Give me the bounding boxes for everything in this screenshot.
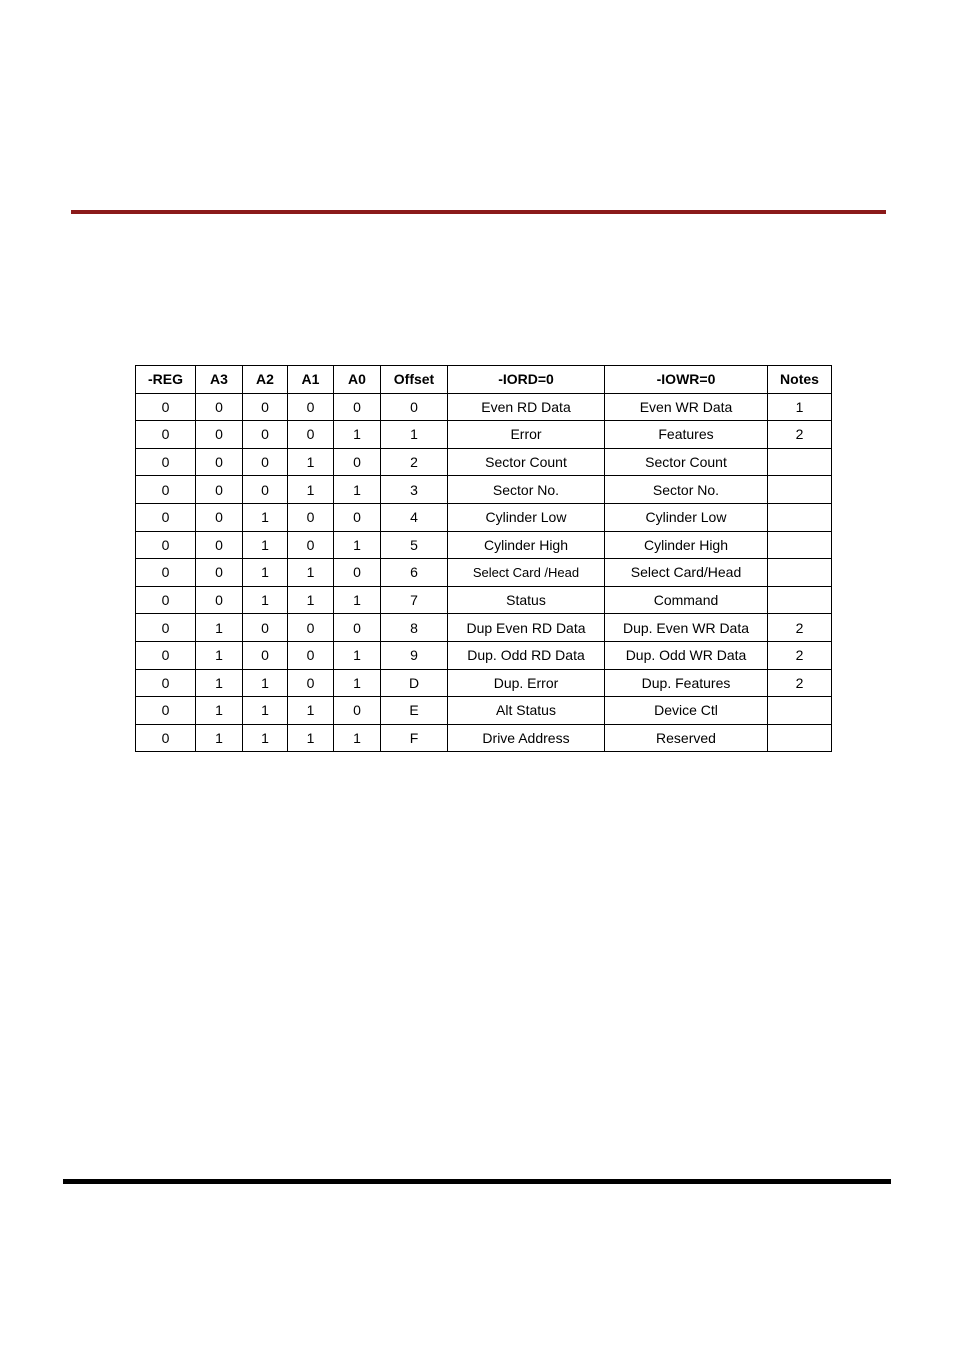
table-cell-a3: 0 (196, 448, 243, 476)
table-cell-a3: 0 (196, 586, 243, 614)
table-cell-a2: 1 (243, 724, 288, 752)
table-cell-a2: 0 (243, 614, 288, 642)
table-cell-iowr: Even WR Data (605, 393, 768, 421)
table-cell-reg: 0 (136, 697, 196, 725)
table-cell-notes: 2 (768, 421, 832, 449)
table-cell-a0: 1 (334, 531, 381, 559)
table-cell-a3: 1 (196, 669, 243, 697)
column-header-a3: A3 (196, 366, 243, 394)
table-row (136, 669, 832, 697)
table-cell-iowr: Reserved (605, 724, 768, 752)
table-cell-a3: 0 (196, 559, 243, 587)
table-cell-iord: Even RD Data (448, 393, 605, 421)
table-cell-iord: Sector Count (448, 448, 605, 476)
table-cell-a1: 1 (288, 697, 334, 725)
table-cell-a1: 1 (288, 724, 334, 752)
table-cell-iowr: Cylinder Low (605, 503, 768, 531)
table-row (136, 503, 832, 531)
table-row (136, 697, 832, 725)
table-cell-notes: 2 (768, 614, 832, 642)
table-cell-a0: 1 (334, 586, 381, 614)
table-cell-iord: Cylinder Low (448, 503, 605, 531)
table-row (136, 614, 832, 642)
table-cell-a3: 1 (196, 614, 243, 642)
table-cell-a2: 1 (243, 669, 288, 697)
table-cell-a1: 1 (288, 448, 334, 476)
column-header-iowr: -IOWR=0 (605, 366, 768, 394)
table-cell-offset: E (381, 697, 448, 725)
table-cell-a2: 1 (243, 697, 288, 725)
table-cell-iord: Cylinder High (448, 531, 605, 559)
table-row (136, 641, 832, 669)
table-cell-a3: 0 (196, 476, 243, 504)
table-cell-reg: 0 (136, 614, 196, 642)
table-cell-a1: 0 (288, 669, 334, 697)
table-cell-a0: 0 (334, 614, 381, 642)
table-cell-a1: 0 (288, 393, 334, 421)
table-cell-a1: 0 (288, 531, 334, 559)
table-cell-a3: 0 (196, 421, 243, 449)
table-cell-a2: 1 (243, 586, 288, 614)
table-cell-a0: 1 (334, 421, 381, 449)
table-cell-a1: 0 (288, 421, 334, 449)
table-cell-a1: 0 (288, 641, 334, 669)
table-cell-a3: 0 (196, 503, 243, 531)
column-header-iord: -IORD=0 (448, 366, 605, 394)
table-cell-offset: 6 (381, 559, 448, 587)
table-row (136, 393, 832, 421)
table-cell-notes (768, 476, 832, 504)
table-cell-offset: 4 (381, 503, 448, 531)
table-cell-notes: 2 (768, 641, 832, 669)
table-cell-offset: 2 (381, 448, 448, 476)
table-cell-reg: 0 (136, 531, 196, 559)
table-cell-notes (768, 697, 832, 725)
table-cell-iord: Alt Status (448, 697, 605, 725)
table-cell-iowr: Cylinder High (605, 531, 768, 559)
table-cell-iord: Status (448, 586, 605, 614)
table-cell-iord: Select Card /Head (448, 559, 605, 587)
table-cell-iowr: Dup. Odd WR Data (605, 641, 768, 669)
table-cell-a1: 1 (288, 476, 334, 504)
table-cell-notes (768, 559, 832, 587)
table-cell-a1: 0 (288, 503, 334, 531)
table-cell-a1: 1 (288, 586, 334, 614)
table-cell-a0: 1 (334, 476, 381, 504)
table-cell-iowr: Select Card/Head (605, 559, 768, 587)
table-cell-offset: F (381, 724, 448, 752)
table-cell-a0: 1 (334, 641, 381, 669)
table-row (136, 724, 832, 752)
table-cell-notes: 1 (768, 393, 832, 421)
table-cell-offset: 5 (381, 531, 448, 559)
table-cell-iowr: Dup. Even WR Data (605, 614, 768, 642)
table-cell-notes (768, 531, 832, 559)
table-row (136, 476, 832, 504)
table-row (136, 586, 832, 614)
table-cell-offset: 0 (381, 393, 448, 421)
table-cell-a0: 0 (334, 503, 381, 531)
table-cell-a3: 1 (196, 724, 243, 752)
table-body (136, 393, 832, 752)
table-cell-notes (768, 448, 832, 476)
table-cell-reg: 0 (136, 641, 196, 669)
table-cell-reg: 0 (136, 448, 196, 476)
table-cell-offset: 8 (381, 614, 448, 642)
table-cell-reg: 0 (136, 586, 196, 614)
table-cell-iowr: Command (605, 586, 768, 614)
table-cell-a3: 1 (196, 697, 243, 725)
table-cell-a0: 1 (334, 724, 381, 752)
table-cell-offset: 9 (381, 641, 448, 669)
table-cell-iord: Dup. Error (448, 669, 605, 697)
table-row (136, 421, 832, 449)
column-header-offset: Offset (381, 366, 448, 394)
table-cell-a2: 0 (243, 476, 288, 504)
table-cell-offset: D (381, 669, 448, 697)
table-cell-reg: 0 (136, 559, 196, 587)
table-cell-iowr: Sector No. (605, 476, 768, 504)
table-cell-a0: 0 (334, 448, 381, 476)
table-cell-iowr: Features (605, 421, 768, 449)
table-cell-iord: Drive Address (448, 724, 605, 752)
column-header-a2: A2 (243, 366, 288, 394)
footer-divider (63, 1179, 891, 1184)
column-header-notes: Notes (768, 366, 832, 394)
column-header-a1: A1 (288, 366, 334, 394)
table-cell-notes (768, 586, 832, 614)
table-cell-reg: 0 (136, 724, 196, 752)
table-cell-a3: 1 (196, 641, 243, 669)
table-cell-a2: 1 (243, 503, 288, 531)
table-cell-iord: Sector No. (448, 476, 605, 504)
table-cell-a1: 0 (288, 614, 334, 642)
table-cell-offset: 1 (381, 421, 448, 449)
table-row (136, 559, 832, 587)
table-cell-a3: 0 (196, 531, 243, 559)
table-row (136, 531, 832, 559)
table-cell-a2: 0 (243, 448, 288, 476)
table-cell-iowr: Dup. Features (605, 669, 768, 697)
column-header-reg: -REG (136, 366, 196, 394)
table-cell-a3: 0 (196, 393, 243, 421)
table-cell-iowr: Sector Count (605, 448, 768, 476)
table-cell-a0: 0 (334, 697, 381, 725)
table-cell-reg: 0 (136, 421, 196, 449)
table-cell-reg: 0 (136, 393, 196, 421)
table-cell-notes (768, 724, 832, 752)
table-cell-a2: 1 (243, 559, 288, 587)
table-cell-a2: 0 (243, 393, 288, 421)
table-cell-a2: 1 (243, 531, 288, 559)
table-cell-a2: 0 (243, 421, 288, 449)
table-cell-iord: Dup. Odd RD Data (448, 641, 605, 669)
table-cell-a2: 0 (243, 641, 288, 669)
column-header-a0: A0 (334, 366, 381, 394)
table-cell-offset: 3 (381, 476, 448, 504)
table-cell-notes: 2 (768, 669, 832, 697)
table-row (136, 448, 832, 476)
table-cell-notes (768, 503, 832, 531)
table-cell-iord: Error (448, 421, 605, 449)
table-cell-offset: 7 (381, 586, 448, 614)
table-cell-reg: 0 (136, 503, 196, 531)
table-cell-a0: 1 (334, 669, 381, 697)
table-cell-reg: 0 (136, 669, 196, 697)
table-cell-a0: 0 (334, 393, 381, 421)
table-cell-iord: Dup Even RD Data (448, 614, 605, 642)
register-table (135, 365, 832, 752)
table-cell-a1: 1 (288, 559, 334, 587)
table-cell-a0: 0 (334, 559, 381, 587)
table-cell-iowr: Device Ctl (605, 697, 768, 725)
table-header-row (136, 366, 832, 394)
header-divider (71, 210, 886, 214)
table-cell-reg: 0 (136, 476, 196, 504)
